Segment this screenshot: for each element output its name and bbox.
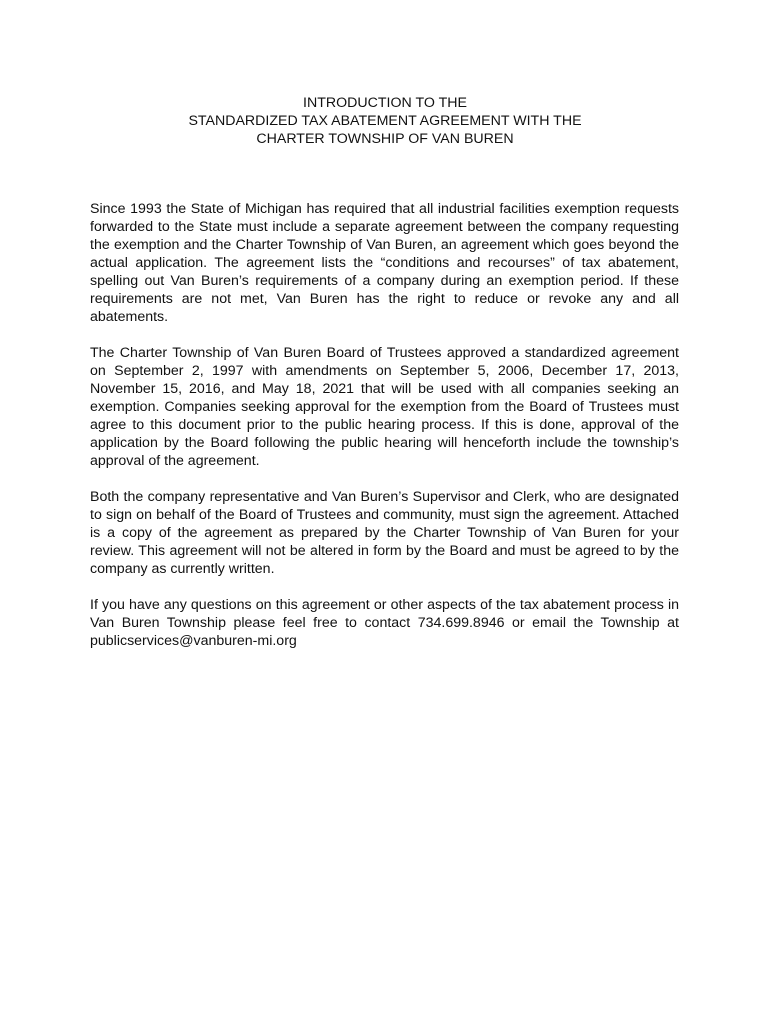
paragraph-history: Since 1993 the State of Michigan has required that all industrial facilities exemption requests forwarded to the State must include a separate agreement between the company requesting the exemption and the Charter Township of Van Buren, an agreement which goes beyond the actual application. The agreement lists the “conditions and recourses” of tax abatement, spelling out Van Buren’s requirements of a company during an exemption period. If these requirements are not met, Van Buren has the right to reduce or revoke any and all abatements.: [90, 201, 679, 325]
title-line-3: CHARTER TOWNSHIP OF VAN BUREN: [256, 131, 514, 147]
paragraph-signatures: Both the company representative and Van Buren’s Supervisor and Clerk, who are designated to sign on behalf of the Board of Trustees and community, must sign the agreement. Attached is a copy of the agreement as prepared by the Charter Township of Van Buren for your review. This agreement will not be altered in form by the Board and must be agreed to by the company as currently written.: [90, 489, 679, 577]
title-line-1: INTRODUCTION TO THE: [303, 95, 467, 111]
paragraph-board-approval: The Charter Township of Van Buren Board of Trustees approved a standardized agreement on September 2, 1997 with amendments on September 5, 2006, December 17, 2013, November 15, 2016, and May 18, 2021 that will be used with all companies seeking an exemption. Companies seeking approval for the exemption from the Board of Trustees must agree to this document prior to the public hearing process. If this is done, approval of the application by the Board following the public hearing will henceforth include the township’s approval of the agreement.: [90, 345, 679, 469]
paragraph-contact: If you have any questions on this agreement or other aspects of the tax abatement process in Van Buren Township please feel free to contact 734.699.8946 or email the Township at publicservices@vanburen-mi.org: [90, 597, 679, 649]
title-line-2: STANDARDIZED TAX ABATEMENT AGREEMENT WITH THE: [188, 113, 582, 129]
document-title: [90, 94, 680, 148]
document-body: [90, 200, 679, 668]
